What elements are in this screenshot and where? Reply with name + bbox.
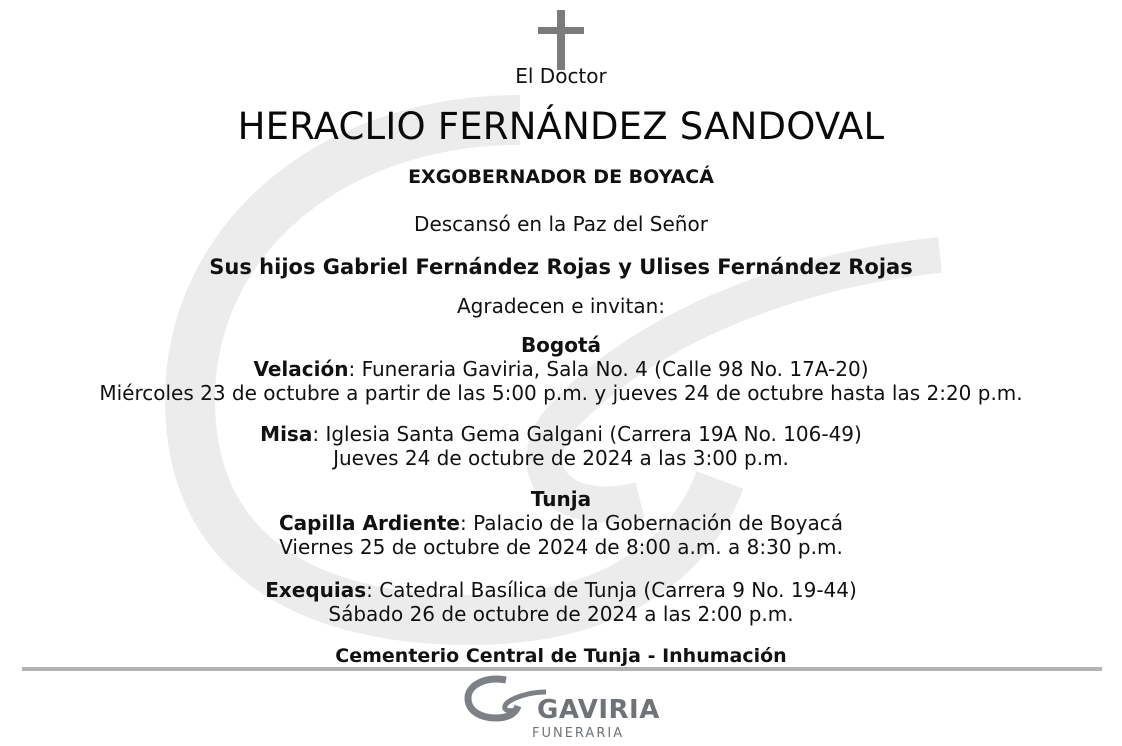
misa-place	[0, 422, 1122, 446]
invite-line: Agradecen e invitan:	[457, 294, 665, 318]
position-title: EXGOBERNADOR DE BOYACÁ	[408, 166, 714, 188]
deceased-name: HERACLIO FERNÁNDEZ SANDOVAL	[237, 105, 885, 148]
velacion-label: Velación	[253, 357, 349, 381]
capilla-label: Capilla Ardiente	[279, 511, 460, 535]
brand-name: GAVIRIA	[537, 695, 660, 725]
honorific: El Doctor	[515, 64, 607, 88]
velacion-time: Miércoles 23 de octubre a partir de las 5:00 p.m. y jueves 24 de octubre hasta las 2:20 p.m.	[99, 381, 1023, 405]
capilla-place	[0, 511, 1122, 535]
exequias-time: Sábado 26 de octubre de 2024 a las 2:00 p.m.	[328, 602, 794, 626]
exequias-place	[0, 578, 1122, 602]
velacion-address: : Funeraria Gaviria, Sala No. 4 (Calle 98 No. 17A-20)	[348, 357, 869, 381]
city-tunja: Tunja	[530, 487, 592, 511]
family-line: Sus hijos Gabriel Fernández Rojas y Ulises Fernández Rojas	[209, 255, 913, 279]
misa-label: Misa	[260, 422, 313, 446]
capilla-time: Viernes 25 de octubre de 2024 de 8:00 a.m. a 8:30 p.m.	[279, 535, 843, 559]
footer-divider	[22, 667, 1102, 671]
misa-time: Jueves 24 de octubre de 2024 a las 3:00 p.m.	[333, 446, 789, 470]
gaviria-logo	[462, 672, 672, 744]
rest-phrase: Descansó en la Paz del Señor	[414, 212, 708, 236]
brand-subtitle: FUNERARIA	[532, 726, 625, 741]
exequias-address: : Catedral Basílica de Tunja (Carrera 9 No. 19-44)	[366, 578, 857, 602]
exequias-label: Exequias	[265, 578, 367, 602]
velacion-place	[0, 357, 1122, 381]
misa-address: : Iglesia Santa Gema Galgani (Carrera 19A No. 106-49)	[312, 422, 862, 446]
capilla-address: : Palacio de la Gobernación de Boyacá	[459, 511, 843, 535]
cemetery-line: Cementerio Central de Tunja - Inhumación	[335, 645, 787, 667]
city-bogota: Bogotá	[520, 333, 602, 357]
